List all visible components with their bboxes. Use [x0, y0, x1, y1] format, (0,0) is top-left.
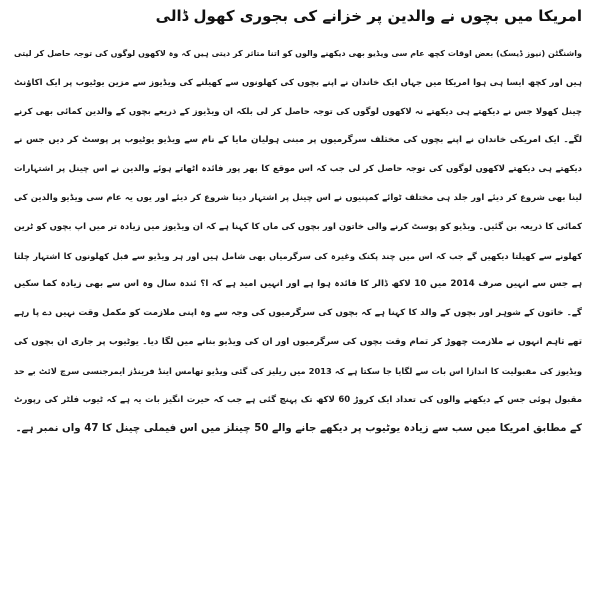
article-line: تھے تاہم انہوں نے ملازمت چھوڑ کر تمام وقت بچوں کی سرگرمیوں اور ان کی ویڈیو بنانے میں لگا دیا۔ یوٹیوب پر جاری ان بچوں کی — [14, 336, 582, 347]
article-line: دیکھتے ہی دیکھتے لاکھوں لوگوں کی توجہ حاصل کر لی جب کہ اس موقع کا بھر پور فائدہ اٹھاتے ہوئے والدین نے اس چینل پر اشتہارات — [14, 164, 582, 175]
article-line: ہیں اور کچھ ایسا ہی ہوا امریکا میں جہاں ایک خاندان نے اپنے بچوں کی کھلونوں سے کھیلنے کی ویڈیوز سے مزین یوٹیوب پر ایک اکاؤنٹ — [14, 77, 582, 88]
article-line: ہے جس سے انہیں صرف 2014 میں 10 لاکھ ڈالر کا فائدہ ہوا ہے اور انہیں امید ہے کہ ا؟ ئندہ سال وہ اس سے بھی زیادہ کما سکیں — [14, 279, 582, 290]
article-body — [14, 40, 582, 443]
article-line: ویڈیوز کی مقبولیت کا اندازا اس بات سے لگایا جا سکتا ہے کہ 2013 میں ریلیز کی گئی ویڈیو تھامس اینڈ فرینڈز ایمرجنسی سرچ لائٹ بے حد — [14, 365, 582, 376]
article-line: کھلونے سے کھیلتا دیکھیں گے جب کہ اس میں چند پکنک وغیرہ کی سرگرمیاں بھی شامل ہیں اور ہر ویڈیو سے قبل کھلونوں کا اشتہار چلتا — [14, 250, 582, 261]
article-line: کمائی کا ذریعہ بن گئیں۔ ویڈیو کو پوسٹ کرنے والی خاتون اور بچوں کی ماں کا کہنا ہے کہ ان ویڈیوز میں زیادہ تر میں اپ بچوں کو ٹرین — [14, 221, 582, 232]
article-line: گے۔ خاتون کے شوہر اور بچوں کے والد کا کہنا ہے کہ بچوں کی سرگرمیوں کی وجہ سے وہ اپنی ملازمت کو مکمل وقت نہیں دے پا رہے — [14, 308, 582, 319]
article-headline: امریکا میں بچوں نے والدین پر خزانے کی بجوری کھول ڈالی — [155, 7, 582, 25]
article-line: واشنگٹن (نیوز ڈیسک) بعض اوقات کچھ عام سی ویڈیو بھی دیکھنے والوں کو اتنا متاثر کر دیتی ہیں کہ وہ لاکھوں لوگوں کی توجہ حاصل کر لیتی — [14, 49, 582, 58]
article-line: کے مطابق امریکا میں سب سے زیادہ یوٹیوب پر دیکھے جانے والے 50 چینلز میں اس فیملی چینل کا 47 واں نمبر ہے۔ — [15, 422, 582, 435]
article-line: مقبول ہوئی جس کے دیکھنے والوں کی تعداد ایک کروڑ 60 لاکھ تک پہنچ گئی ہے جب کہ حیرت انگیز بات یہ ہے کہ ٹیوب فلٹر کی رپورٹ — [14, 394, 582, 405]
article-line: چینل کھولا جس نے دیکھتے ہی دیکھتے نہ لاکھوں لوگوں کی توجہ حاصل کر لی بلکہ ان ویڈیوز کے ذریعے بچوں کے والدین کمائی بھی کرنے — [14, 106, 582, 117]
article-line: لگے۔ ایک امریکی خاندان نے اپنے بچوں کی مختلف سرگرمیوں پر مبنی ہولیان مایا کے نام سے ویڈیو یوٹیوب پر پوسٹ کر دیں جس نے — [14, 135, 582, 146]
article-line: لینا بھی شروع کر دیئے اور جلد ہی مختلف ٹوائے کمپنیوں نے اس چینل پر اشتہار دینا شروع کر دیئے اور یوں یہ عام سی ویڈیو والدین کی — [14, 192, 582, 203]
